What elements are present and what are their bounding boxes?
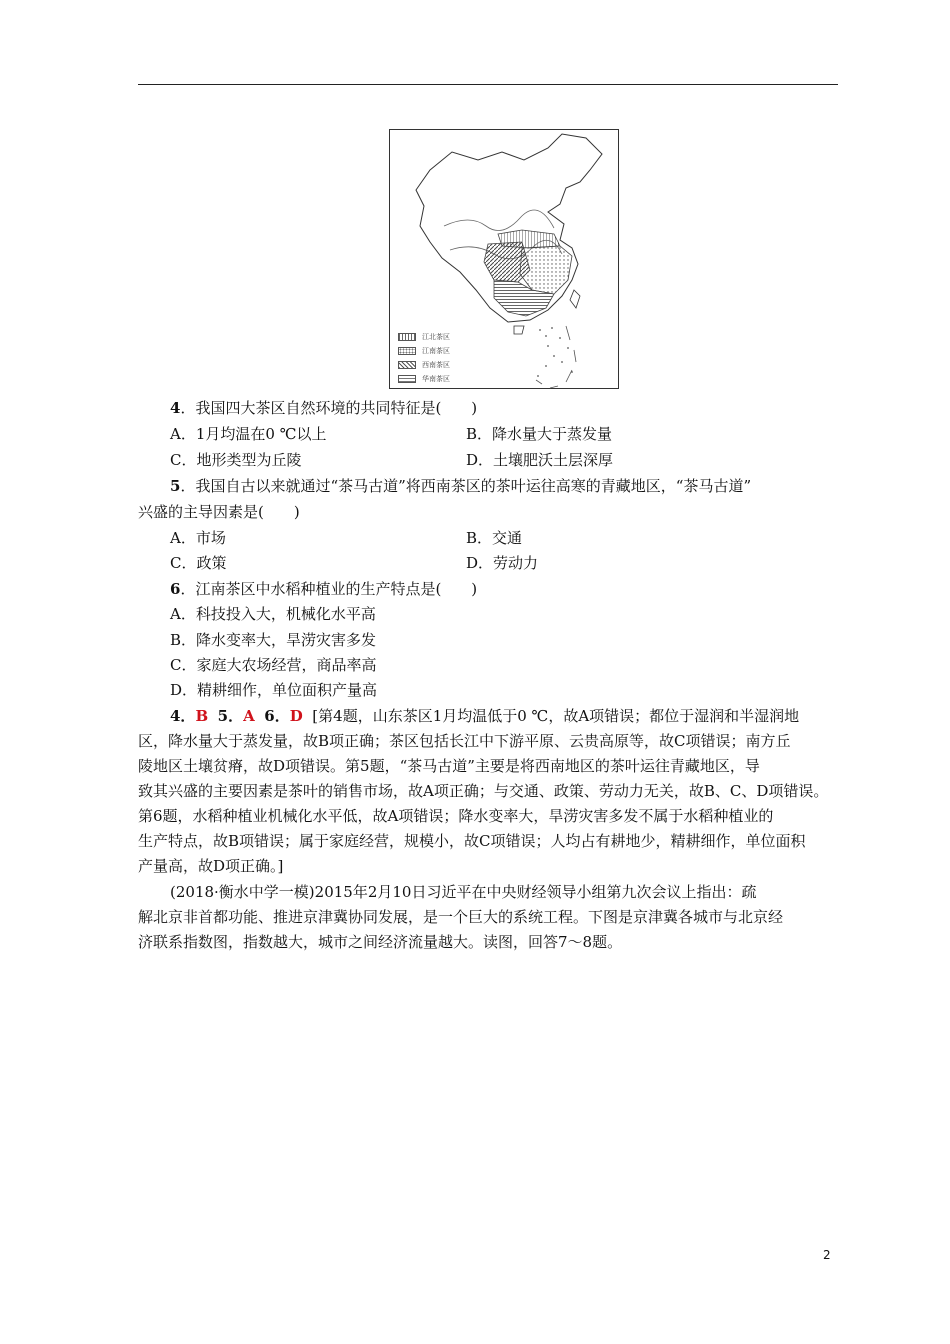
south-china-sea-islands [537,327,573,377]
legend-label: 华南茶区 [422,375,450,383]
legend-label: 江北茶区 [422,333,450,341]
q4-stem-text: ．我国四大茶区自然环境的共同特征是( ) [180,399,478,417]
q5-stem [170,476,751,496]
answer-line-1 [170,706,799,726]
q4-option-c: C．地形类型为丘陵 [170,451,302,469]
q5-option-a: A．市场 [170,529,226,547]
answer-line-2: 区，降水量大于蒸发量，故B项正确；茶区包括长江中下游平原、云贵高原等，故C项错误；南方丘 [138,732,791,750]
taiwan-island [570,290,580,308]
answer-key-6: D [289,707,303,725]
q6-stem [170,579,477,599]
intro-line-3: 济联系指数图，指数越大，城市之间经济流量越大。读图，回答7～8题。 [138,933,623,951]
q5-option-d: D．劳动力 [466,554,539,572]
q6-option-d: D．精耕细作，单位面积产量高 [170,681,378,699]
answer-number-6: 6． [264,707,290,725]
map-legend [398,330,450,386]
china-tea-region-map [389,129,619,389]
header-rule [138,84,838,85]
legend-label: 江南茶区 [422,347,450,355]
legend-item-huanan [398,372,450,386]
q6-option-b: B．降水变率大，旱涝灾害多发 [170,631,377,649]
q5-stem-continued: 兴盛的主导因素是( ) [138,503,300,521]
q5-option-c: C．政策 [170,554,227,572]
hainan-island [514,326,524,334]
page-number: 2 [823,1248,831,1262]
jiangbei-swatch [398,333,416,341]
legend-item-xinan [398,358,450,372]
answer-number-4: 4． [170,707,196,725]
huanan-swatch [398,375,416,383]
legend-item-jiangnan [398,344,450,358]
q4-option-d: D．土壤肥沃土层深厚 [466,451,614,469]
answer-line-3: 陵地区土壤贫瘠，故D项错误。第5题，“茶马古道”主要是将西南地区的茶叶运往青藏地区，导 [138,757,760,775]
q5-number: 5 [170,477,181,495]
q6-option-a: A．科技投入大，机械化水平高 [170,605,376,623]
intro-line-2: 解北京非首都功能、推进京津冀协同发展，是一个巨大的系统工程。下图是京津冀各城市与北京经 [138,908,784,926]
legend-item-jiangbei [398,330,450,344]
answer-key-4: B [195,707,209,725]
jiangnan-swatch [398,347,416,355]
legend-label: 西南茶区 [422,361,450,369]
q5-option-b: B．交通 [466,529,523,547]
answer-key-5: A [243,707,255,725]
answer-text: [第4题，山东茶区1月均温低于0 ℃，故A项错误；都位于湿润和半湿润地 [312,707,800,725]
q4-stem [170,398,477,418]
nine-dash-line [536,326,576,388]
q6-option-c: C．家庭大农场经营，商品率高 [170,656,377,674]
q5-stem-text: ．我国自古以来就通过“茶马古道”将西南茶区的茶叶运往高寒的青藏地区，“茶马古道” [180,477,752,495]
answer-line-5: 第6题，水稻种植业机械化水平低，故A项错误；降水变率大，旱涝灾害多发不属于水稻种植业的 [138,807,774,825]
q6-number: 6 [170,580,181,598]
q4-option-a: A．1月均温在0 ℃以上 [170,425,327,443]
intro-line-1: (2018·衡水中学一模)2015年2月10日习近平在中央财经领导小组第九次会议上指出：疏 [170,883,757,901]
q6-stem-text: ．江南茶区中水稻种植业的生产特点是( ) [180,580,478,598]
answer-line-6: 生产特点，故B项错误；属于家庭经营，规模小，故C项错误；人均占有耕地少，精耕细作，单位面积 [138,832,806,850]
xinan-swatch [398,361,416,369]
answer-line-4: 致其兴盛的主要因素是茶叶的销售市场，故A项正确；与交通、政策、劳动力无关，故B、C、D项错误。 [138,782,829,800]
answer-number-5: 5． [217,707,244,725]
q4-number: 4 [170,399,181,417]
q4-option-b: B．降水量大于蒸发量 [466,425,613,443]
answer-line-7: 产量高，故D项正确。] [138,857,284,875]
